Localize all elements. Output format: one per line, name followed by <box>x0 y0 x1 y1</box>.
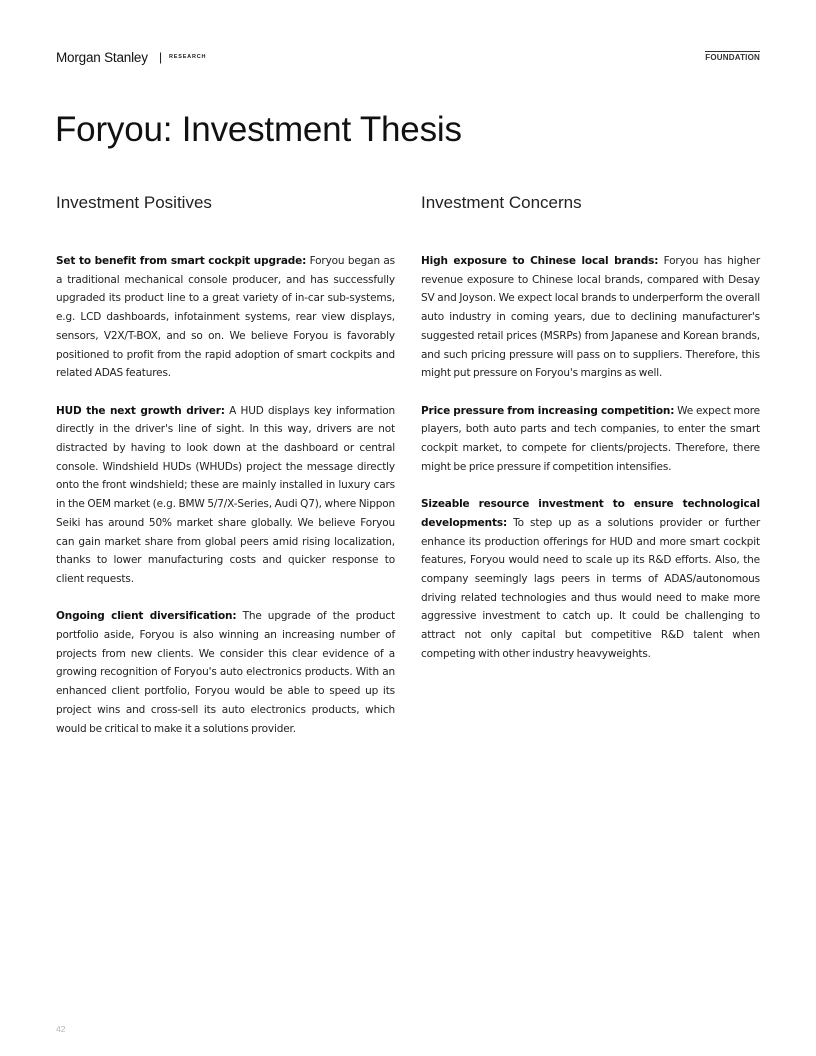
series-tag: FOUNDATION <box>705 53 760 62</box>
paragraph-body: A HUD displays key information directly in the driver's line of sight. In this way, drivers are not distracted by having to look down at the dashboard or central console. Windshield HUDs (WHUDs) project the message directly onto the front windshield; these are mainly installed in luxury cars in the OEM market (e.g. BMW 5/7/X-Series, Audi Q7), where Nippon Seiki has around 50% market share globally. We believe Foryou can gain market share from global peers amid rising localization, thanks to lower manufacturing costs and quicker response to client requests. <box>56 404 396 585</box>
concern-paragraph <box>421 402 760 477</box>
paragraph-body: Foryou has higher revenue exposure to Chinese local brands, compared with Desay SV and Joyson. We expect local brands to underperform the overall auto industry in coming years, due to declining manufacturer's suggested retail prices (MSRPs) from Japanese and Korean brands, and such pricing pressure will pass on to suppliers. Therefore, this might put pressure on Foryou's margins as well. <box>421 255 760 380</box>
paragraph-lead: Price pressure from increasing competition: <box>421 404 675 417</box>
positive-paragraph <box>56 252 395 383</box>
page-header <box>56 50 760 66</box>
positive-paragraph <box>56 607 395 738</box>
page-title: Foryou: Investment Thesis <box>55 110 462 149</box>
positive-paragraph <box>56 402 395 589</box>
paragraph-lead: Sizeable resource investment to ensure technological developments: <box>421 498 760 529</box>
paragraph-body: The upgrade of the product portfolio aside, Foryou is also winning an increasing number of projects from new clients. We consider this clear evidence of a growing recognition of Foryou's auto electronics products. With an enhanced client portfolio, Foryou would be able to speed up its project wins and cross-sell its auto electronics products, which would be critical to make it a solutions provider. <box>56 610 396 735</box>
paragraph-body: We expect more players, both auto parts and tech companies, to enter the smart cockpit market, to compete for clients/projects. Therefore, there might be price pressure if competition intensifies. <box>421 404 760 473</box>
investment-positives-column <box>56 192 395 757</box>
concerns-heading: Investment Concerns <box>421 193 582 212</box>
paragraph-lead: Set to benefit from smart cockpit upgrade: <box>56 255 307 267</box>
concern-paragraph <box>421 495 760 663</box>
brand-logo: Morgan Stanley <box>56 50 148 65</box>
page-number: 42 <box>56 1024 66 1034</box>
positives-heading: Investment Positives <box>56 193 212 212</box>
brand-separator: | <box>159 50 163 64</box>
paragraph-lead: Ongoing client diversification: <box>56 610 237 623</box>
paragraph-body: Foryou began as a traditional mechanical console producer, and has successfully upgraded its product line to a great variety of in-car sub-systems, e.g. LCD dashboards, infotainment systems, rear view displays, sensors, V2X/T-BOX, and so on. We believe Foryou is favorably positioned to profit from the rapid adoption of smart cockpits and related ADAS features. <box>56 255 395 380</box>
paragraph-body: To step up as a solutions provider or further enhance its production offerings for HUD and more smart cockpit features, Foryou would need to scale up its R&D efforts. Also, the company seemingly lags peers in terms of ADAS/autonomous driving related technologies and thus would need to make more aggressive investment to catch up. It could be challenging to attract not only capital but competitive R&D talent when competing with other industry heavyweights. <box>421 516 760 660</box>
paragraph-lead: High exposure to Chinese local brands: <box>421 255 659 267</box>
investment-concerns-column <box>421 192 760 682</box>
concern-paragraph <box>421 252 760 383</box>
section-label: RESEARCH <box>169 54 207 60</box>
paragraph-lead: HUD the next growth driver: <box>56 404 225 417</box>
